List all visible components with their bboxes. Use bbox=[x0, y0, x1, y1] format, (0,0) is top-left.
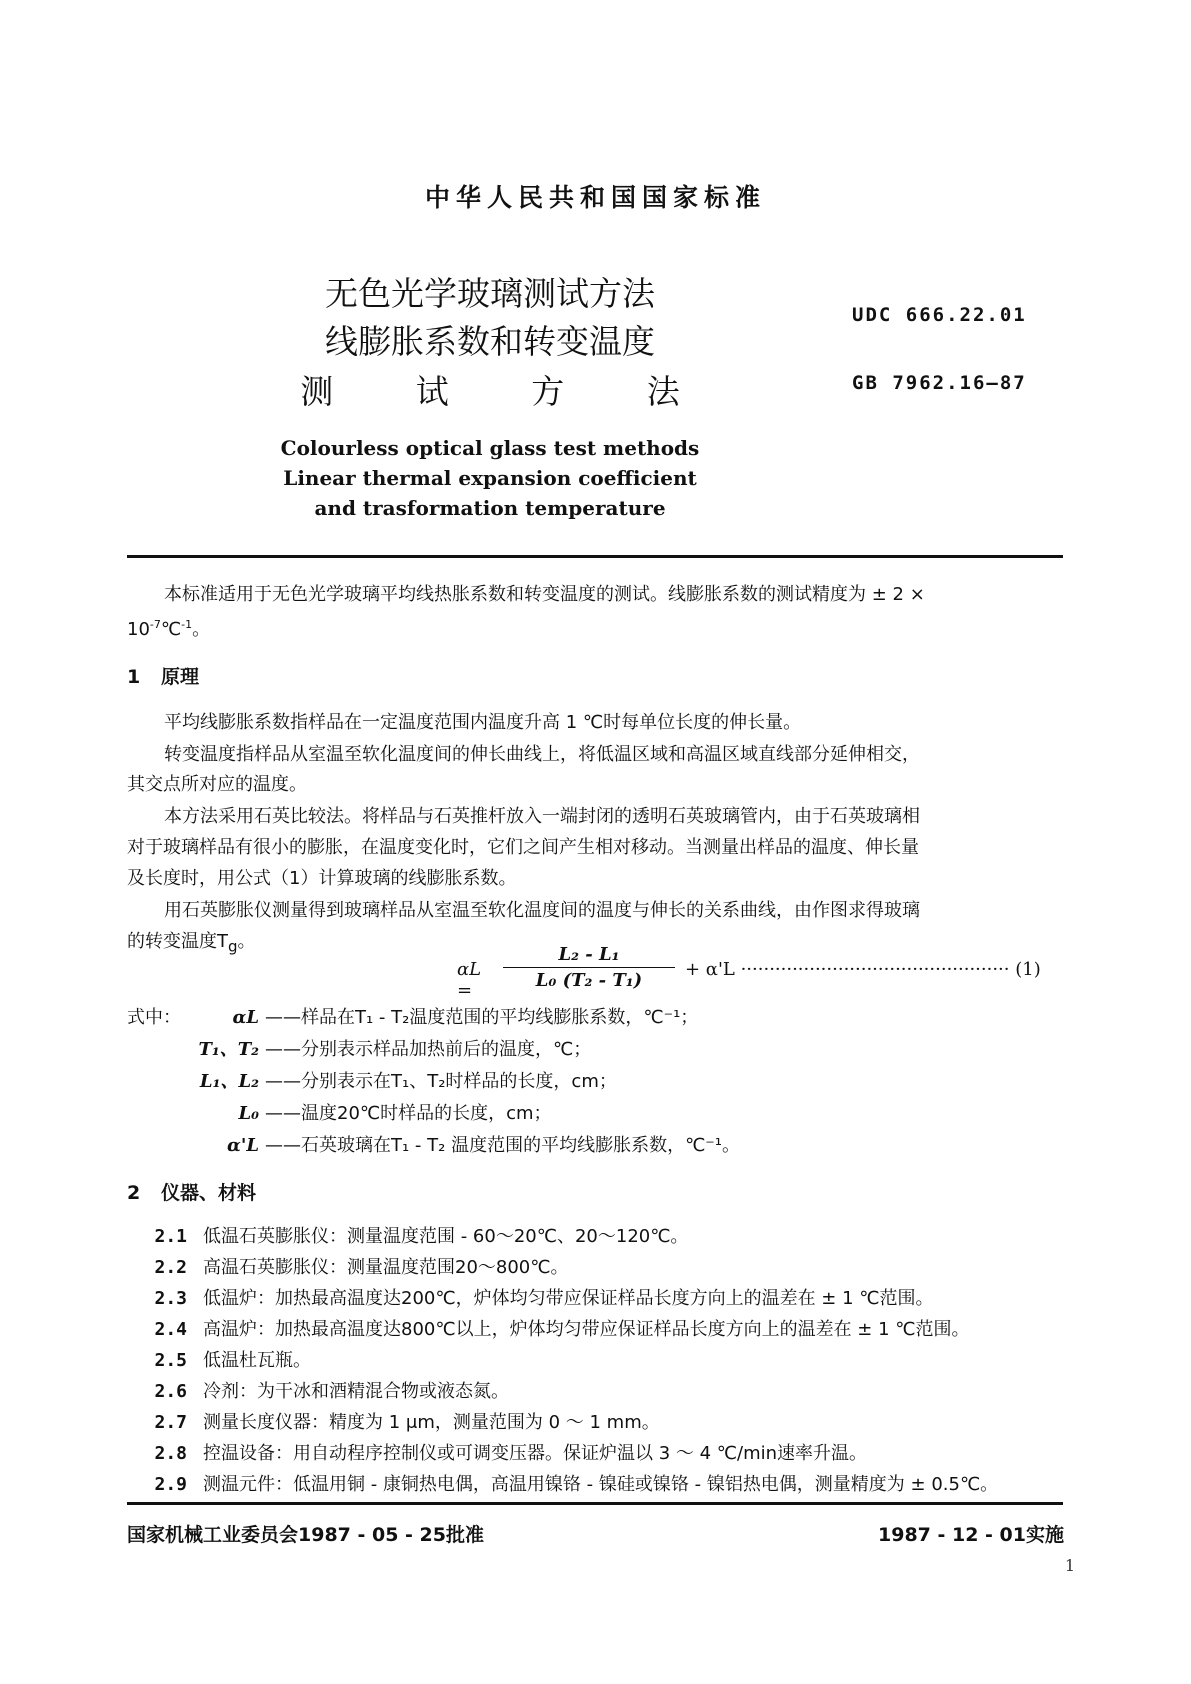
section-1-p2a: 转变温度指样品从室温至软化温度间的伸长曲线上，将低温区域和高温区域直线部分延伸相交， bbox=[164, 744, 920, 765]
list-item bbox=[127, 1346, 1087, 1376]
implementation-date: 1987 - 12 - 01实施 bbox=[878, 1524, 1064, 1546]
item-text: 控温设备：用自动程序控制仪或可调变压器。保证炉温以 3 ～ 4 ℃/min速率升温。 bbox=[203, 1443, 868, 1464]
transformation-temp-text: 的转变温度T bbox=[127, 931, 228, 952]
item-number: 2.1 bbox=[154, 1226, 187, 1247]
udc-code: UDC 666.22.01 bbox=[852, 304, 1027, 326]
intro-line-2 bbox=[127, 610, 1063, 645]
national-standard-heading: 中华人民共和国国家标准 bbox=[424, 183, 766, 212]
section-1-p3b: 对于玻璃样品有很小的膨胀，在温度变化时，它们之间产生相对移动。当测量出样品的温度、伸长量 bbox=[127, 837, 919, 858]
section-1-title: 原理 bbox=[161, 666, 200, 688]
list-item bbox=[127, 1439, 1087, 1469]
list-item bbox=[127, 1315, 1087, 1345]
formula-numerator: L₂ - L₁ bbox=[503, 944, 675, 968]
intro-line-1: 本标准适用于无色光学玻璃平均线热胀系数和转变温度的测试。线膨胀系数的测试精度为 ± 2 × bbox=[164, 584, 925, 605]
intro-exp-1: -7 bbox=[149, 618, 161, 631]
section-1-number: 1 bbox=[127, 666, 141, 688]
item-text: 低温炉：加热最高温度达200℃，炉体均匀带应保证样品长度方向上的温差在 ± 1 ℃范围。 bbox=[203, 1288, 934, 1309]
definition-row bbox=[127, 1130, 1063, 1162]
transformation-temp-subscript: g bbox=[228, 937, 238, 956]
definition-row bbox=[127, 1034, 1063, 1066]
list-item bbox=[127, 1470, 1087, 1500]
item-text: 低温杜瓦瓶。 bbox=[203, 1350, 311, 1371]
title-cn-line-2: 线膨胀系数和转变温度 bbox=[325, 322, 655, 361]
definition-symbol: L₀ bbox=[238, 1103, 259, 1124]
formula-lhs: αL = bbox=[457, 959, 482, 1001]
definition-row bbox=[127, 1098, 1063, 1130]
title-en-line-3: and trasformation temperature bbox=[314, 496, 666, 520]
item-number: 2.5 bbox=[154, 1350, 187, 1371]
item-text: 冷剂：为干冰和酒精混合物或液态氮。 bbox=[203, 1381, 509, 1402]
list-item bbox=[127, 1222, 1087, 1252]
transformation-temp-end: 。 bbox=[237, 931, 256, 952]
definition-text: ——样品在T₁ - T₂温度范围的平均线膨胀系数，℃⁻¹； bbox=[265, 1007, 699, 1028]
formula-rhs: + α'L ··············································· (1) bbox=[685, 959, 1041, 980]
section-2-title: 仪器、材料 bbox=[161, 1182, 257, 1204]
definitions-prefix: 式中： bbox=[127, 1007, 181, 1028]
list-item bbox=[127, 1408, 1087, 1438]
section-2-heading bbox=[127, 1178, 1063, 1208]
intro-unit: ℃ bbox=[160, 619, 182, 640]
section-1-heading bbox=[127, 662, 1063, 692]
item-number: 2.4 bbox=[154, 1319, 187, 1340]
formula-fraction bbox=[503, 944, 675, 991]
item-number: 2.8 bbox=[154, 1443, 187, 1464]
list-item bbox=[127, 1284, 1087, 1314]
definition-symbol: αL bbox=[232, 1007, 259, 1028]
item-number: 2.9 bbox=[154, 1474, 187, 1495]
list-item bbox=[127, 1253, 1087, 1283]
definition-symbol: α'L bbox=[226, 1135, 259, 1156]
item-number: 2.3 bbox=[154, 1288, 187, 1309]
intro-base: 10 bbox=[127, 619, 150, 640]
definition-row bbox=[127, 1066, 1063, 1098]
gb-code: GB 7962.16—87 bbox=[852, 372, 1027, 394]
definition-text: ——分别表示样品加热前后的温度，℃； bbox=[265, 1039, 592, 1060]
title-cn-line-1: 无色光学玻璃测试方法 bbox=[325, 274, 655, 313]
section-1-p2b: 其交点所对应的温度。 bbox=[127, 774, 307, 795]
page-number: 1 bbox=[1064, 1556, 1075, 1575]
section-1-p4a: 用石英膨胀仪测量得到玻璃样品从室温至软化温度间的温度与伸长的关系曲线，由作图求得玻璃 bbox=[164, 900, 920, 921]
definition-row bbox=[127, 1002, 1063, 1034]
intro-end: 。 bbox=[192, 619, 211, 640]
item-text: 测温元件：低温用铜 - 康铜热电偶，高温用镍铬 - 镍硅或镍铬 - 镍铝热电偶，测量精度为 ± 0.5℃。 bbox=[203, 1474, 999, 1495]
definition-symbol: L₁、L₂ bbox=[199, 1071, 259, 1092]
definition-text: ——石英玻璃在T₁ - T₂ 温度范围的平均线膨胀系数，℃⁻¹。 bbox=[265, 1135, 741, 1156]
list-item bbox=[127, 1377, 1087, 1407]
definition-text: ——分别表示在T₁、T₂时样品的长度，cm； bbox=[265, 1071, 617, 1092]
title-en-line-1: Colourless optical glass test methods bbox=[280, 436, 700, 460]
item-text: 高温炉：加热最高温度达800℃以上，炉体均匀带应保证样品长度方向上的温差在 ± 1 ℃范围。 bbox=[203, 1319, 970, 1340]
section-2-number: 2 bbox=[127, 1182, 141, 1204]
item-number: 2.6 bbox=[154, 1381, 187, 1402]
definition-text: ——温度20℃时样品的长度，cm； bbox=[265, 1103, 552, 1124]
item-text: 高温石英膨胀仪：测量温度范围20～800℃。 bbox=[203, 1257, 569, 1278]
section-1-p1: 平均线膨胀系数指样品在一定温度范围内温度升高 1 ℃时每单位长度的伸长量。 bbox=[164, 712, 802, 733]
intro-exp-2: -1 bbox=[181, 618, 193, 631]
item-text: 测量长度仪器：精度为 1 μm，测量范围为 0 ～ 1 mm。 bbox=[203, 1412, 660, 1433]
item-number: 2.7 bbox=[154, 1412, 187, 1433]
title-en-line-2: Linear thermal expansion coefficient bbox=[283, 466, 697, 490]
formula-denominator: L₀ (T₂ - T₁) bbox=[535, 970, 643, 991]
definitions-list bbox=[127, 1002, 1063, 1162]
item-number: 2.2 bbox=[154, 1257, 187, 1278]
bottom-divider bbox=[127, 1502, 1063, 1505]
definition-symbol: T₁、T₂ bbox=[198, 1039, 259, 1060]
top-divider bbox=[127, 555, 1063, 558]
section-1-p3c: 及长度时，用公式（1）计算玻璃的线膨胀系数。 bbox=[127, 868, 517, 889]
approval-date: 国家机械工业委员会1987 - 05 - 25批准 bbox=[127, 1524, 484, 1546]
item-text: 低温石英膨胀仪：测量温度范围 - 60～20℃、20～120℃。 bbox=[203, 1226, 689, 1247]
title-cn-line-3: 测 试 方 法 bbox=[300, 372, 716, 411]
section-1-p3a: 本方法采用石英比较法。将样品与石英推杆放入一端封闭的透明石英玻璃管内，由于石英玻璃相 bbox=[164, 806, 920, 827]
